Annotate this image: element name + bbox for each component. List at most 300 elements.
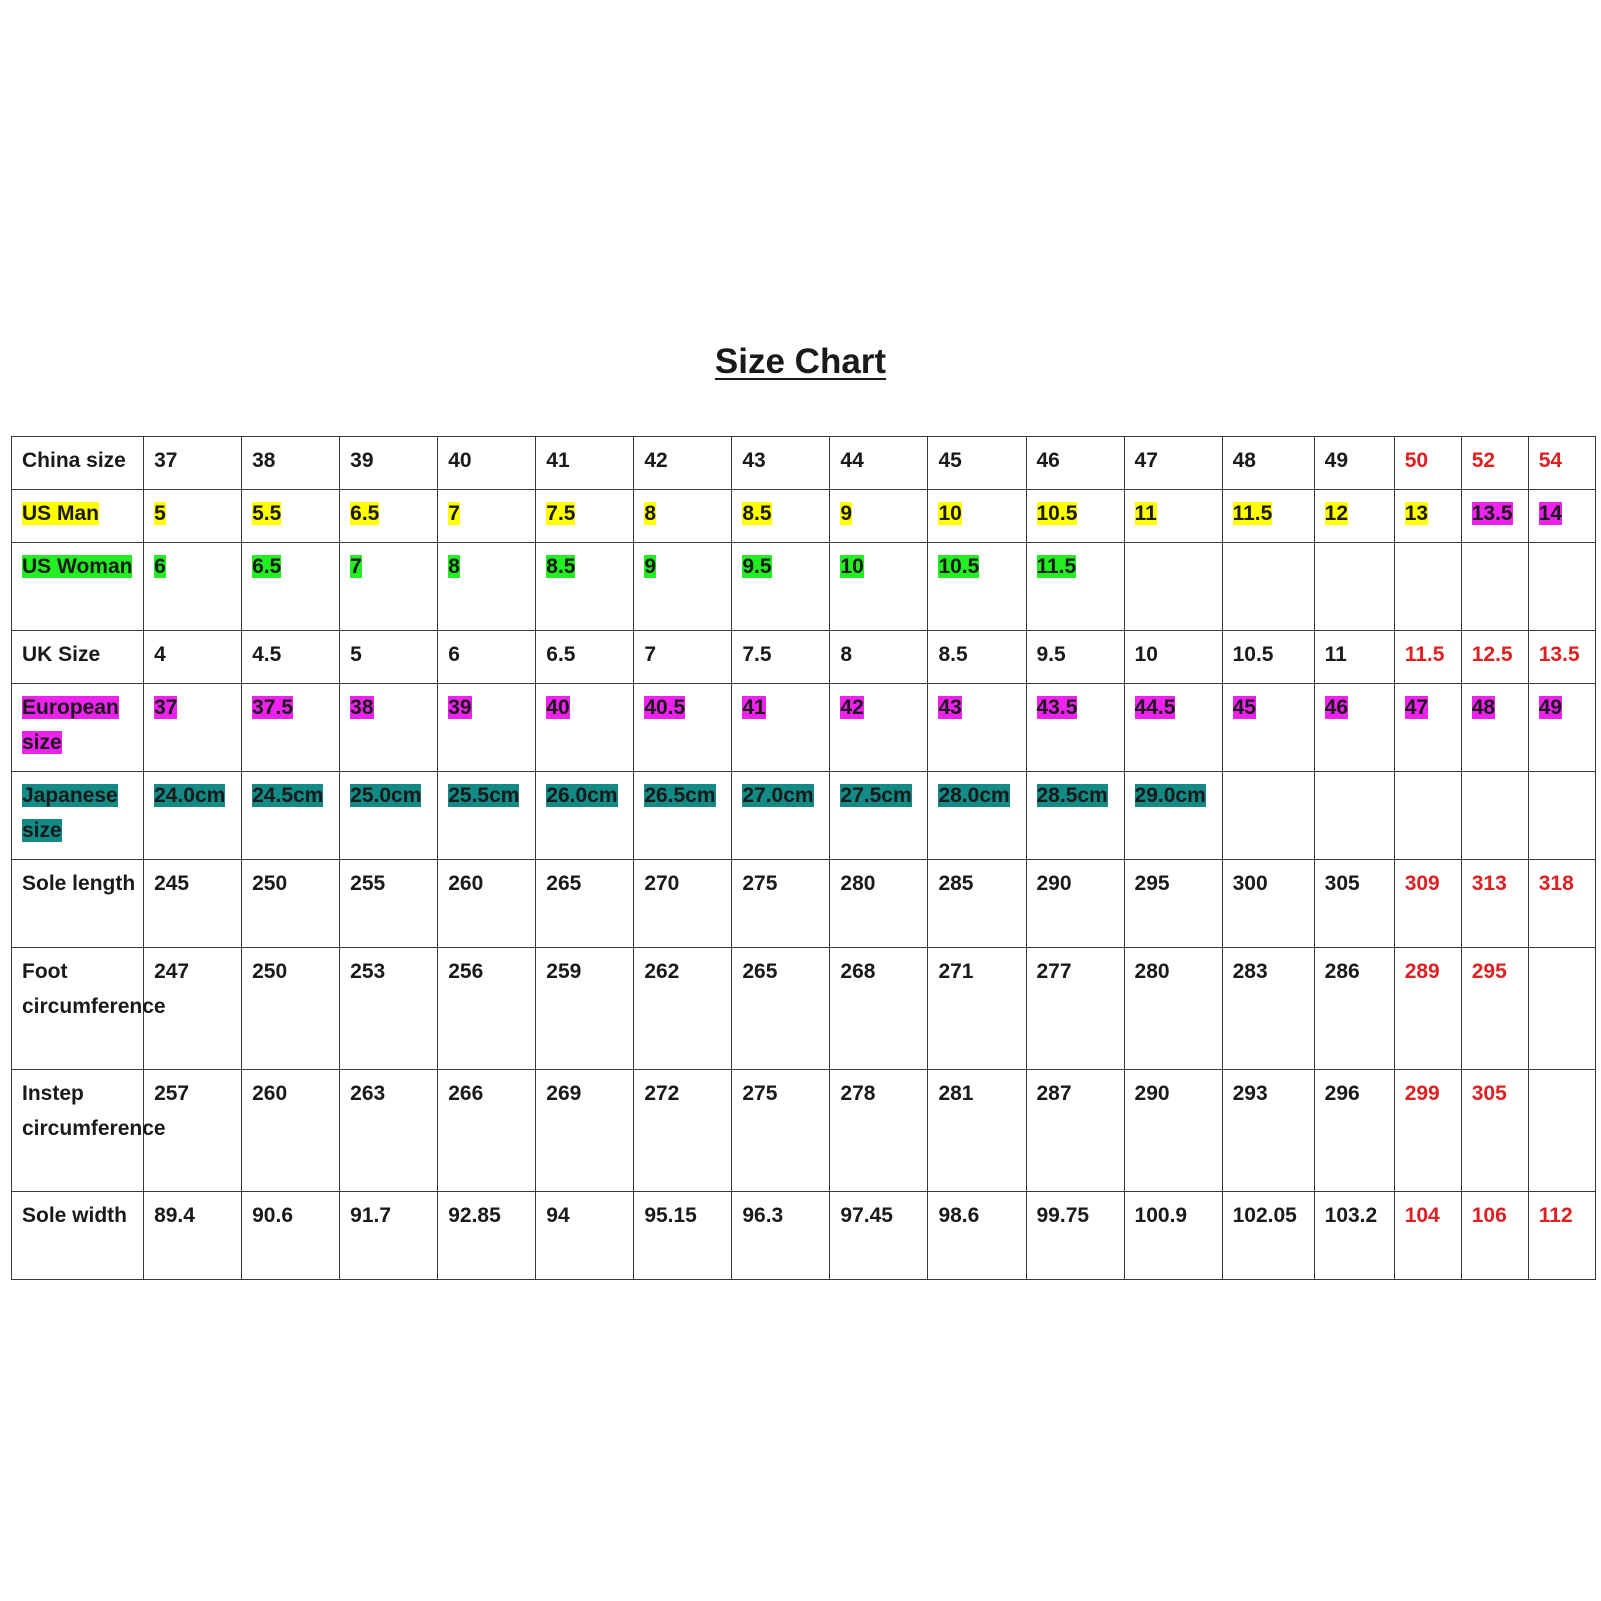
table-cell	[536, 948, 634, 1070]
cell-value: 47	[1404, 696, 1429, 719]
table-cell	[732, 772, 830, 860]
cell-value: 250	[252, 872, 288, 895]
cell-value: 271	[938, 960, 974, 983]
cell-value: 45	[938, 449, 962, 472]
table-cell	[732, 860, 830, 948]
cell-value: 299	[1404, 1082, 1440, 1105]
size-chart-table	[11, 436, 1596, 1280]
table-cell	[928, 948, 1026, 1070]
row-header-cell	[12, 543, 144, 631]
cell-value: 112	[1538, 1204, 1573, 1227]
cell-value: 4.5	[252, 643, 282, 666]
table-cell	[1461, 1192, 1528, 1280]
cell-value: 8.5	[546, 555, 576, 578]
table-cell	[634, 631, 732, 684]
row-header-cell	[12, 1070, 166, 1192]
cell-value: 262	[644, 960, 680, 983]
cell-value: 293	[1232, 1082, 1268, 1105]
cell-value: 290	[1036, 872, 1072, 895]
cell-value: 28.0cm	[938, 784, 1010, 807]
table-cell	[928, 684, 1026, 772]
table-cell	[732, 948, 830, 1070]
cell-value: 39	[350, 449, 374, 472]
table-cell	[1124, 948, 1222, 1070]
cell-value: 11.5	[1232, 502, 1273, 525]
cell-value: 8.5	[938, 643, 968, 666]
table-cell	[1026, 490, 1124, 543]
table-cell	[1461, 490, 1528, 543]
table-cell	[438, 490, 536, 543]
table-cell	[340, 543, 438, 631]
row-label: Foot circumference	[22, 960, 166, 1018]
table-cell	[1394, 543, 1461, 631]
table-cell	[1528, 684, 1595, 772]
table-cell	[634, 860, 732, 948]
cell-value: 305	[1324, 872, 1360, 895]
table-row-us-woman	[12, 543, 1596, 631]
cell-value: 305	[1471, 1082, 1507, 1105]
table-cell	[242, 1070, 340, 1192]
cell-value: 12	[1324, 502, 1348, 525]
table-cell	[634, 543, 732, 631]
table-cell	[340, 1070, 438, 1192]
table-cell	[830, 1192, 928, 1280]
cell-value: 38	[252, 449, 276, 472]
cell-value: 11.5	[1404, 643, 1445, 666]
cell-value: 96.3	[742, 1204, 784, 1227]
cell-value: 12.5	[1471, 643, 1513, 666]
table-cell	[144, 437, 242, 490]
table-cell	[536, 1192, 634, 1280]
table-cell	[1528, 490, 1595, 543]
table-cell	[928, 1192, 1026, 1280]
cell-value: 10	[938, 502, 962, 525]
cell-value: 43.5	[1036, 696, 1078, 719]
cell-value: 54	[1538, 449, 1563, 472]
cell-value: 255	[350, 872, 386, 895]
cell-value: 289	[1404, 960, 1440, 983]
table-cell	[1222, 1192, 1314, 1280]
cell-value: 6.5	[350, 502, 380, 525]
table-cell	[536, 437, 634, 490]
cell-value: 9	[840, 502, 853, 525]
table-cell	[928, 437, 1026, 490]
cell-value: 275	[742, 1082, 778, 1105]
table-cell	[1222, 631, 1314, 684]
cell-value: 10	[1134, 643, 1158, 666]
table-cell	[242, 437, 340, 490]
table-cell	[1222, 948, 1314, 1070]
cell-value: 10.5	[1232, 643, 1274, 666]
cell-value: 24.5cm	[252, 784, 324, 807]
table-cell	[1314, 631, 1394, 684]
table-cell	[1528, 1070, 1595, 1192]
row-header-cell	[12, 948, 166, 1070]
table-cell	[1124, 772, 1222, 860]
table-cell	[242, 543, 340, 631]
table-row-china-size	[12, 437, 1596, 490]
cell-value: 263	[350, 1082, 386, 1105]
cell-value: 265	[546, 872, 582, 895]
table-cell	[634, 772, 732, 860]
table-cell	[732, 437, 830, 490]
cell-value: 28.5cm	[1036, 784, 1108, 807]
table-cell	[1528, 1192, 1595, 1280]
cell-value: 50	[1404, 449, 1429, 472]
cell-value: 7.5	[546, 502, 576, 525]
table-cell	[144, 490, 242, 543]
cell-value: 269	[546, 1082, 582, 1105]
table-cell	[1222, 437, 1314, 490]
table-cell	[1124, 437, 1222, 490]
table-cell	[438, 684, 536, 772]
table-cell	[1314, 1070, 1394, 1192]
cell-value: 318	[1538, 872, 1574, 895]
cell-value: 247	[154, 960, 190, 983]
cell-value: 275	[742, 872, 778, 895]
table-cell	[144, 684, 242, 772]
table-cell	[1461, 1070, 1528, 1192]
cell-value: 37	[154, 449, 178, 472]
table-cell	[634, 490, 732, 543]
cell-value: 8	[644, 502, 656, 525]
cell-value: 286	[1324, 960, 1360, 983]
cell-value: 40	[448, 449, 472, 472]
table-cell	[732, 490, 830, 543]
cell-value: 39	[448, 696, 472, 719]
table-cell	[1394, 437, 1461, 490]
cell-value: 52	[1471, 449, 1496, 472]
cell-value: 290	[1134, 1082, 1170, 1105]
cell-value: 257	[154, 1082, 190, 1105]
cell-value: 260	[448, 872, 484, 895]
table-cell	[830, 490, 928, 543]
table-cell	[438, 772, 536, 860]
table-cell	[1124, 631, 1222, 684]
table-cell	[1124, 543, 1222, 631]
table-cell	[1026, 860, 1124, 948]
table-cell	[830, 860, 928, 948]
cell-value: 14	[1538, 502, 1563, 525]
table-cell	[732, 631, 830, 684]
table-cell	[732, 1192, 830, 1280]
row-label: European size	[22, 696, 119, 754]
row-header-cell	[12, 860, 144, 948]
table-cell	[830, 772, 928, 860]
cell-value: 103.2	[1324, 1204, 1378, 1227]
cell-value: 8	[448, 555, 460, 578]
cell-value: 4	[154, 643, 166, 666]
cell-value: 95.15	[644, 1204, 697, 1227]
table-cell	[1026, 684, 1124, 772]
cell-value: 89.4	[154, 1204, 195, 1227]
table-cell	[1026, 631, 1124, 684]
cell-value: 313	[1471, 872, 1507, 895]
table-cell	[1528, 860, 1595, 948]
cell-value: 280	[1134, 960, 1170, 983]
cell-value: 44.5	[1134, 696, 1176, 719]
table-cell	[1314, 1192, 1394, 1280]
table-cell	[144, 860, 242, 948]
table-cell	[1314, 684, 1394, 772]
cell-value: 104	[1404, 1204, 1440, 1227]
cell-value: 91.7	[350, 1204, 392, 1227]
table-cell	[242, 772, 340, 860]
row-label: US Man	[22, 502, 100, 525]
row-header-cell	[12, 490, 144, 543]
cell-value: 8.5	[742, 502, 772, 525]
cell-value: 97.45	[840, 1204, 893, 1227]
table-cell	[1461, 543, 1528, 631]
cell-value: 13.5	[1471, 502, 1513, 525]
table-cell	[242, 490, 340, 543]
table-cell	[732, 1070, 830, 1192]
cell-value: 9.5	[1036, 643, 1066, 666]
cell-value: 40	[546, 696, 570, 719]
table-cell	[1222, 684, 1314, 772]
table-cell	[1461, 948, 1528, 1070]
cell-value: 250	[252, 960, 288, 983]
cell-value: 106	[1471, 1204, 1507, 1227]
cell-value: 10.5	[1036, 502, 1078, 525]
table-cell	[732, 543, 830, 631]
table-cell	[242, 684, 340, 772]
table-cell	[1026, 543, 1124, 631]
table-cell	[536, 860, 634, 948]
row-header-cell	[12, 684, 144, 772]
cell-value: 10	[840, 555, 864, 578]
cell-value: 7	[448, 502, 460, 525]
cell-value: 26.0cm	[546, 784, 618, 807]
cell-value: 6	[154, 555, 166, 578]
cell-value: 265	[742, 960, 778, 983]
cell-value: 259	[546, 960, 582, 983]
table-cell	[830, 1070, 928, 1192]
cell-value: 100.9	[1134, 1204, 1188, 1227]
table-cell	[1394, 1192, 1461, 1280]
table-cell	[928, 772, 1026, 860]
table-cell	[1124, 860, 1222, 948]
table-cell	[634, 1070, 732, 1192]
table-cell	[830, 684, 928, 772]
cell-value: 37	[154, 696, 178, 719]
row-label: Instep circumference	[22, 1082, 166, 1140]
table-cell	[438, 860, 536, 948]
table-cell	[242, 948, 340, 1070]
row-header-cell	[12, 631, 144, 684]
table-row-instep-circumference	[12, 1070, 1596, 1192]
cell-value: 280	[840, 872, 876, 895]
row-header-cell	[12, 772, 144, 860]
table-cell	[830, 631, 928, 684]
table-cell	[536, 772, 634, 860]
cell-value: 277	[1036, 960, 1072, 983]
cell-value: 7	[644, 643, 656, 666]
table-cell	[1461, 684, 1528, 772]
table-cell	[1026, 948, 1124, 1070]
cell-value: 256	[448, 960, 484, 983]
table-cell	[1222, 490, 1314, 543]
table-cell	[1394, 490, 1461, 543]
table-cell	[1394, 860, 1461, 948]
cell-value: 37.5	[252, 696, 293, 719]
table-cell	[340, 1192, 438, 1280]
table-cell	[1314, 860, 1394, 948]
table-cell	[1528, 631, 1595, 684]
table-cell	[340, 437, 438, 490]
cell-value: 42	[644, 449, 668, 472]
table-cell	[830, 437, 928, 490]
table-cell	[438, 1070, 536, 1192]
cell-value: 99.75	[1036, 1204, 1090, 1227]
table-cell	[1124, 490, 1222, 543]
table-cell	[1314, 437, 1394, 490]
cell-value: 46	[1324, 696, 1348, 719]
table-cell	[536, 1070, 634, 1192]
cell-value: 13	[1404, 502, 1429, 525]
table-cell	[1124, 684, 1222, 772]
cell-value: 24.0cm	[154, 784, 226, 807]
table-cell	[1528, 543, 1595, 631]
cell-value: 283	[1232, 960, 1268, 983]
table-cell	[634, 684, 732, 772]
table-cell	[634, 1192, 732, 1280]
cell-value: 49	[1538, 696, 1563, 719]
table-cell	[340, 860, 438, 948]
table-row-sole-length	[12, 860, 1596, 948]
table-cell	[732, 684, 830, 772]
cell-value: 25.5cm	[448, 784, 520, 807]
table-row-european-size	[12, 684, 1596, 772]
table-cell	[1222, 1070, 1314, 1192]
table-cell	[1026, 1070, 1124, 1192]
table-cell	[340, 490, 438, 543]
cell-value: 45	[1232, 696, 1256, 719]
cell-value: 245	[154, 872, 190, 895]
table-cell	[1026, 1192, 1124, 1280]
table-cell	[1528, 948, 1595, 1070]
cell-value: 285	[938, 872, 974, 895]
table-cell	[536, 543, 634, 631]
cell-value: 27.5cm	[840, 784, 912, 807]
cell-value: 5	[154, 502, 166, 525]
row-label: UK Size	[22, 643, 101, 666]
cell-value: 40.5	[644, 696, 686, 719]
table-cell	[1222, 860, 1314, 948]
row-label: Sole width	[22, 1204, 127, 1227]
table-cell	[1222, 772, 1314, 860]
table-cell	[242, 631, 340, 684]
table-cell	[340, 631, 438, 684]
table-row-sole-width	[12, 1192, 1596, 1280]
table-cell	[928, 860, 1026, 948]
cell-value: 5.5	[252, 502, 282, 525]
cell-value: 43	[742, 449, 766, 472]
table-cell	[242, 1192, 340, 1280]
table-cell	[438, 948, 536, 1070]
cell-value: 48	[1471, 696, 1496, 719]
cell-value: 260	[252, 1082, 288, 1105]
cell-value: 41	[546, 449, 570, 472]
cell-value: 281	[938, 1082, 974, 1105]
table-cell	[144, 1192, 242, 1280]
table-cell	[830, 543, 928, 631]
table-cell	[634, 948, 732, 1070]
cell-value: 42	[840, 696, 864, 719]
cell-value: 94	[546, 1204, 570, 1227]
table-cell	[1314, 948, 1394, 1070]
table-cell	[144, 543, 242, 631]
cell-value: 5	[350, 643, 362, 666]
table-cell	[340, 948, 438, 1070]
row-label: Japanese size	[22, 784, 118, 842]
table-row-us-man	[12, 490, 1596, 543]
page-title-wrapper	[0, 342, 1601, 382]
cell-value: 26.5cm	[644, 784, 716, 807]
cell-value: 9	[644, 555, 656, 578]
cell-value: 8	[840, 643, 853, 666]
cell-value: 309	[1404, 872, 1440, 895]
table-cell	[438, 437, 536, 490]
row-header-cell	[12, 437, 144, 490]
table-row-uk-size	[12, 631, 1596, 684]
cell-value: 11.5	[1036, 555, 1077, 578]
table-cell	[438, 631, 536, 684]
table-cell	[1461, 860, 1528, 948]
table-cell	[438, 543, 536, 631]
table-cell	[928, 1070, 1026, 1192]
table-cell	[1222, 543, 1314, 631]
cell-value: 270	[644, 872, 680, 895]
cell-value: 6.5	[546, 643, 576, 666]
table-cell	[536, 490, 634, 543]
row-label: China size	[22, 449, 126, 472]
cell-value: 43	[938, 696, 962, 719]
cell-value: 278	[840, 1082, 876, 1105]
table-cell	[340, 684, 438, 772]
table-cell	[1394, 948, 1461, 1070]
cell-value: 272	[644, 1082, 680, 1105]
table-cell	[1394, 772, 1461, 860]
cell-value: 48	[1232, 449, 1256, 472]
table-cell	[1026, 772, 1124, 860]
table-cell	[1528, 772, 1595, 860]
cell-value: 6	[448, 643, 460, 666]
table-row-japanese-size	[12, 772, 1596, 860]
cell-value: 41	[742, 696, 766, 719]
cell-value: 300	[1232, 872, 1268, 895]
cell-value: 102.05	[1232, 1204, 1297, 1227]
table-cell	[1314, 490, 1394, 543]
cell-value: 11	[1324, 643, 1347, 666]
cell-value: 47	[1134, 449, 1158, 472]
table-cell	[928, 490, 1026, 543]
cell-value: 296	[1324, 1082, 1360, 1105]
table-cell	[144, 772, 242, 860]
cell-value: 98.6	[938, 1204, 980, 1227]
table-cell	[928, 543, 1026, 631]
cell-value: 38	[350, 696, 374, 719]
cell-value: 25.0cm	[350, 784, 422, 807]
table-cell	[1461, 772, 1528, 860]
table-cell	[1124, 1070, 1222, 1192]
cell-value: 44	[840, 449, 864, 472]
table-cell	[1314, 543, 1394, 631]
cell-value: 49	[1324, 449, 1348, 472]
row-header-cell	[12, 1192, 144, 1280]
cell-value: 7.5	[742, 643, 772, 666]
table-cell	[1314, 772, 1394, 860]
